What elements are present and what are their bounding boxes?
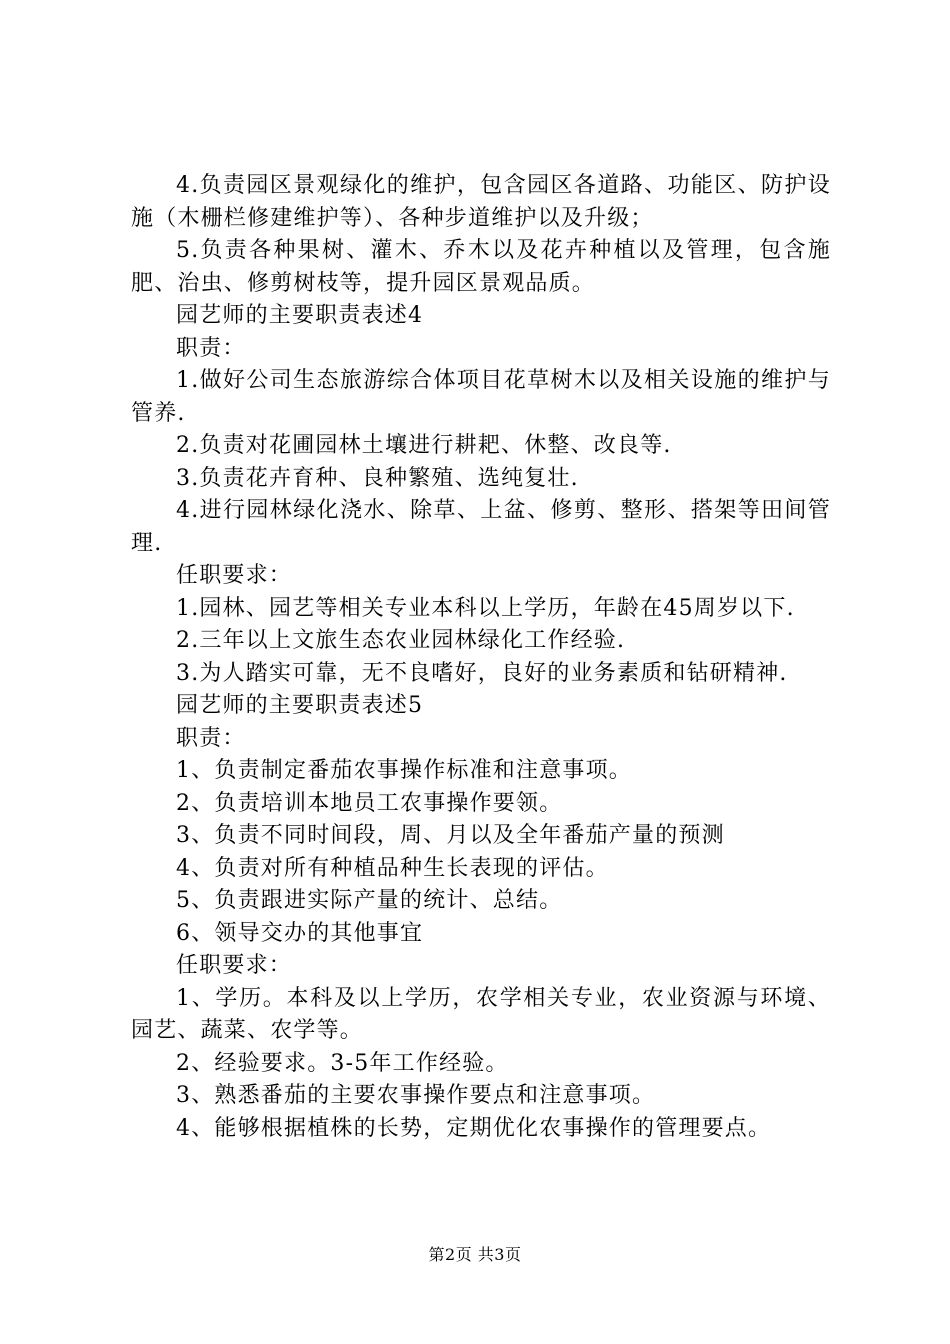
subsection-label: 职责： [176,725,246,751]
list-item: 1.做好公司生态旅游综合体项目花草树木以及相关设施的维护与管养. [131,368,831,426]
subsection-label: 任职要求： [176,953,293,978]
list-item: 1、负责制定番茄农事操作标准和注意事项。 [176,758,632,783]
section-heading: 园艺师的主要职责表述4 [176,303,424,328]
body-paragraph: 5.负责各种果树、灌木、乔木以及花卉种植以及管理，包含施肥、治虫、修剪树枝等，提升园区景观品质。 [131,238,831,296]
document-body [131,170,831,1145]
section-heading: 园艺师的主要职责表述5 [176,693,424,718]
list-item: 5、负责跟进实际产量的统计、总结。 [176,888,563,913]
list-item: 1、学历。本科及以上学历，农学相关专业，农业资源与环境、园艺、蔬菜、农学等。 [131,985,831,1043]
list-item: 1.园林、园艺等相关专业本科以上学历，年龄在45周岁以下. [176,595,795,621]
list-item: 3.为人踏实可靠，无不良嗜好，良好的业务素质和钻研精神. [176,660,788,686]
list-item: 3、熟悉番茄的主要农事操作要点和注意事项。 [176,1083,656,1108]
body-paragraph: 4.负责园区景观绿化的维护，包含园区各道路、功能区、防护设施（木栅栏修建维护等）、各种步道维护以及升级； [131,173,831,231]
page-number-footer: 第2页 共3页 [428,1245,522,1264]
list-item: 6、领导交办的其他事宜 [176,920,424,946]
list-item: 2.三年以上文旅生态农业园林绿化工作经验. [176,628,626,653]
list-item: 4.进行园林绿化浇水、除草、上盆、修剪、整形、搭架等田间管理. [131,498,831,556]
list-item: 2、负责培训本地员工农事操作要领。 [176,790,563,816]
list-item: 2、经验要求。3-5年工作经验。 [176,1050,509,1076]
list-item: 4、负责对所有种植品种生长表现的评估。 [176,855,609,881]
list-item: 4、能够根据植株的长势，定期优化农事操作的管理要点。 [176,1115,772,1141]
list-item: 3、负责不同时间段，周、月以及全年番茄产量的预测 [176,823,725,848]
list-item: 2.负责对花圃园林土壤进行耕耙、休整、改良等. [176,433,672,458]
subsection-label: 任职要求： [176,563,293,588]
subsection-label: 职责： [176,335,246,361]
list-item: 3.负责花卉育种、良种繁殖、选纯复壮. [176,465,579,491]
